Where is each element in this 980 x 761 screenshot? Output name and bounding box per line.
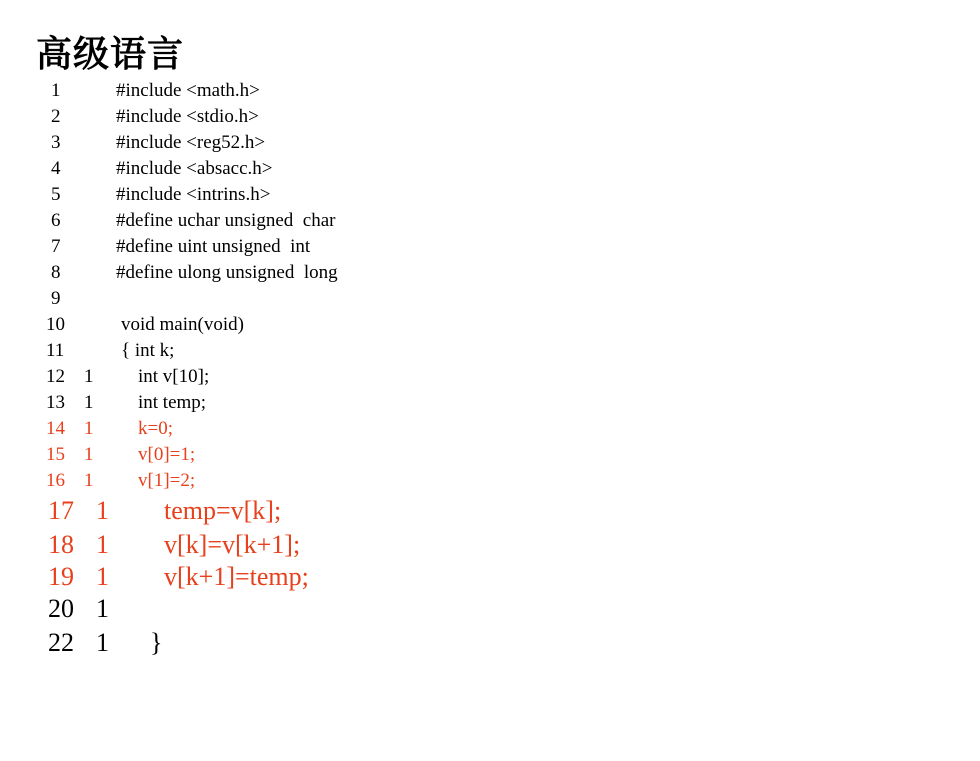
code-text: #include <reg52.h>: [116, 132, 266, 153]
code-text: #include <math.h>: [116, 80, 260, 101]
code-text: v[1]=2;: [138, 470, 196, 491]
line-number: 22: [48, 628, 74, 657]
code-line: [0, 237, 980, 257]
nesting-level: 1: [96, 530, 109, 559]
code-line: [0, 159, 980, 179]
line-number: 9: [51, 288, 61, 309]
line-number: 14: [46, 418, 65, 439]
code-text: #define uint unsigned int: [116, 236, 311, 257]
code-text: v[0]=1;: [138, 444, 196, 465]
line-number: 4: [51, 158, 61, 179]
code-text: #include <intrins.h>: [116, 184, 271, 205]
code-line: [0, 367, 980, 387]
code-line: [0, 498, 980, 528]
code-line: [0, 393, 980, 413]
code-line: [0, 81, 980, 101]
line-number: 13: [46, 392, 65, 413]
code-line: [0, 532, 980, 562]
code-line: [0, 133, 980, 153]
code-text: #include <stdio.h>: [116, 106, 259, 127]
line-number: 6: [51, 210, 61, 231]
code-line: [0, 341, 980, 361]
code-line: [0, 315, 980, 335]
code-text: temp=v[k];: [164, 496, 282, 525]
nesting-level: 1: [96, 562, 109, 591]
nesting-level: 1: [84, 366, 94, 387]
code-line: [0, 445, 980, 465]
code-text: { int k;: [121, 340, 175, 361]
line-number: 18: [48, 530, 74, 559]
nesting-level: 1: [96, 628, 109, 657]
code-line: [0, 471, 980, 491]
code-line: [0, 596, 980, 626]
code-line: [0, 289, 980, 309]
line-number: 12: [46, 366, 65, 387]
line-number: 10: [46, 314, 65, 335]
code-line: [0, 107, 980, 127]
code-text: int v[10];: [138, 366, 210, 387]
code-line: [0, 185, 980, 205]
line-number: 11: [46, 340, 65, 361]
code-text: int temp;: [138, 392, 207, 413]
line-number: 16: [46, 470, 65, 491]
code-text: #define uchar unsigned char: [116, 210, 336, 231]
nesting-level: 1: [84, 470, 94, 491]
code-text: v[k]=v[k+1];: [164, 530, 301, 559]
code-line: [0, 630, 980, 660]
code-text: v[k+1]=temp;: [164, 562, 309, 591]
line-number: 2: [51, 106, 61, 127]
line-number: 19: [48, 562, 74, 591]
slide-title: 高级语言: [36, 33, 185, 75]
line-number: 1: [51, 80, 61, 101]
line-number: 5: [51, 184, 61, 205]
code-line: [0, 263, 980, 283]
code-text: #include <absacc.h>: [116, 158, 273, 179]
code-text: k=0;: [138, 418, 173, 439]
code-line: [0, 419, 980, 439]
line-number: 3: [51, 132, 61, 153]
line-number: 8: [51, 262, 61, 283]
nesting-level: 1: [84, 418, 94, 439]
code-line: [0, 564, 980, 594]
line-number: 15: [46, 444, 65, 465]
code-text: #define ulong unsigned long: [116, 262, 338, 283]
nesting-level: 1: [96, 496, 109, 525]
code-line: [0, 211, 980, 231]
line-number: 20: [48, 594, 74, 623]
line-number: 17: [48, 496, 74, 525]
nesting-level: 1: [84, 392, 94, 413]
code-text: void main(void): [121, 314, 244, 335]
code-text: }: [150, 628, 163, 657]
nesting-level: 1: [84, 444, 94, 465]
nesting-level: 1: [96, 594, 109, 623]
line-number: 7: [51, 236, 61, 257]
